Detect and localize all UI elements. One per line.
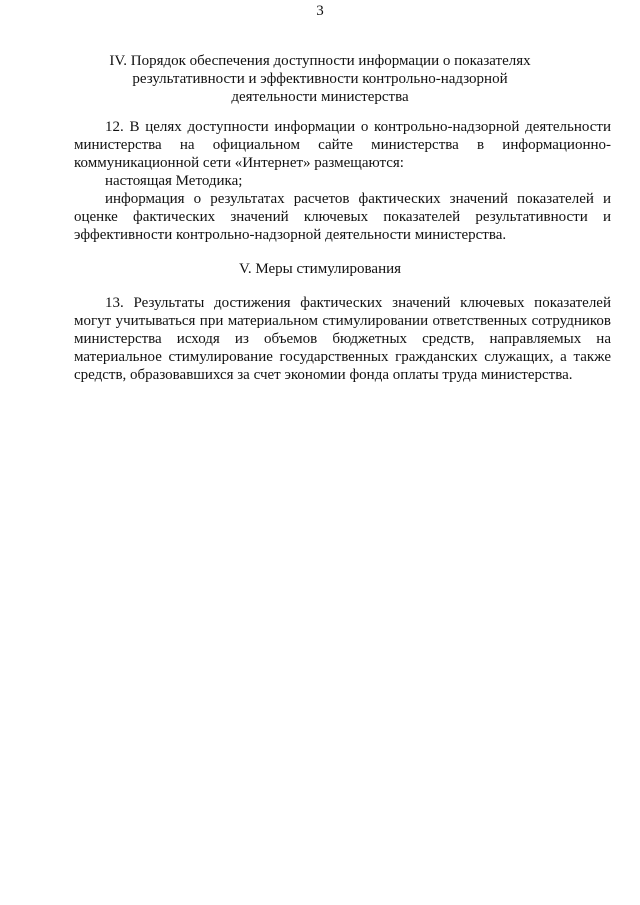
list-item-calculation-info: информация о результатах расчетов фактических значений показателей и оценке фактических значений ключевых показателей результативности и эффективности контрольно-надзорной деятельности министерства. xyxy=(74,191,611,243)
page-number: 3 xyxy=(316,3,324,19)
section-iv-body xyxy=(74,118,611,244)
section-v-heading: V. Меры стимулирования xyxy=(238,261,402,277)
paragraph-12: 12. В целях доступности информации о контрольно-надзорной деятельности министерства на официальном сайте министерства в информационно-коммуникационной сети «Интернет» размещаются: xyxy=(74,119,611,171)
section-iv-heading-line-2: результативности и эффективности контрольно-надзорной xyxy=(132,71,508,87)
list-item-methodology: настоящая Методика; xyxy=(105,173,243,189)
section-iv-heading-line-3: деятельности министерства xyxy=(231,89,409,105)
paragraph-13: 13. Результаты достижения фактических значений ключевых показателей могут учитываться при материальном стимулировании ответственных сотрудников министерства исходя из объемов бюджетных средств, направляемых на материальное стимулирование государственных гражданских служащих, а также средств, образовавшихся за счет экономии фонда оплаты труда министерства. xyxy=(74,295,611,383)
section-iv-heading xyxy=(60,52,580,106)
section-v-body xyxy=(74,294,611,384)
section-iv-heading-line-1: IV. Порядок обеспечения доступности информации о показателях xyxy=(109,53,531,69)
